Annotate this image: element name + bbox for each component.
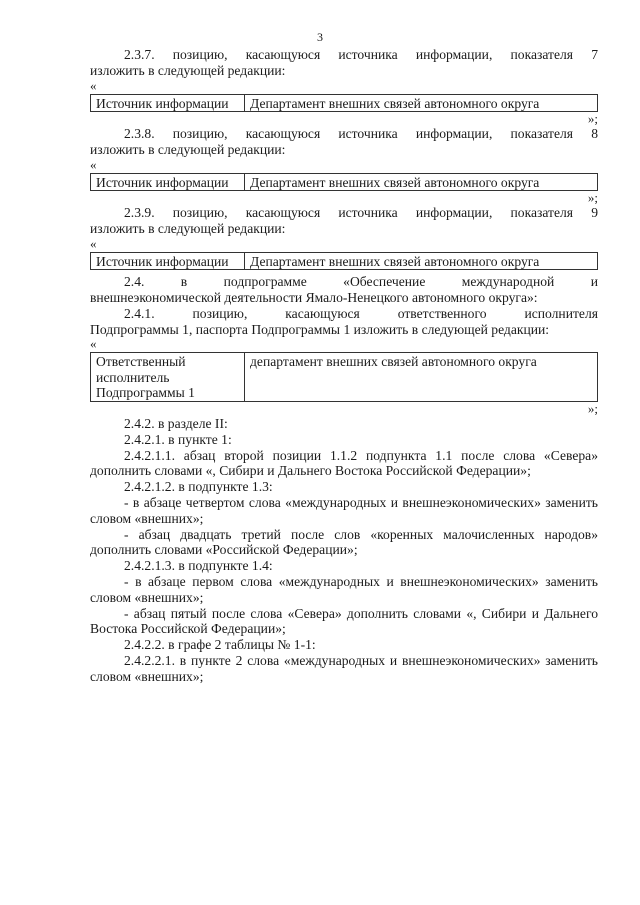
list-item: - в абзаце первом слова «международных и внешнеэкономических» заменить словом «внешних»; xyxy=(90,573,598,605)
close-quote: »; xyxy=(587,400,598,416)
close-quote: »; xyxy=(587,111,598,127)
paragraph-2-4-1: 2.4.1. позицию, касающуюся ответственного исполнителя xyxy=(124,305,598,321)
page-number: 3 xyxy=(317,30,323,44)
table-cell-label: Источник информации xyxy=(91,173,245,191)
list-item: - в абзаце четвертом слова «международных и внешнеэкономических» заменить словом «внешних»; xyxy=(90,494,598,526)
list-item: 2.4.2.1.3. в подпункте 1.4: xyxy=(124,558,273,574)
table-row xyxy=(91,173,598,191)
document-body xyxy=(90,47,598,685)
paragraph-2-3-9: 2.3.9. позицию, касающуюся источника информации, показателя 9 xyxy=(124,205,598,221)
list-item: 2.4.2.2.1. в пункте 2 слова «международных и внешнеэкономических» заменить словом «внешних»; xyxy=(90,652,598,684)
list-item: - абзац двадцать третий после слов «коренных малочисленных народов» дополнить словами «Российской Федерации»; xyxy=(90,526,598,558)
table-cell-label: Источник информации xyxy=(91,94,245,112)
paragraph-2-4-cont: внешнеэкономической деятельности Ямало-Ненецкого автономного округа»: xyxy=(90,290,538,306)
table-cell-label: Ответственный исполнитель Подпрограммы 1 xyxy=(91,353,245,402)
executor-table xyxy=(90,352,598,402)
table-cell-value: департамент внешних связей автономного округа xyxy=(245,353,598,402)
list-item: 2.4.2. в разделе II: xyxy=(124,415,228,431)
source-table-7 xyxy=(90,94,598,113)
list-item: 2.4.2.1.2. в подпункте 1.3: xyxy=(124,479,273,495)
list-item: 2.4.2.2. в графе 2 таблицы № 1-1: xyxy=(124,637,316,653)
paragraph-2-3-7-cont: изложить в следующей редакции: xyxy=(90,62,286,78)
source-table-8 xyxy=(90,173,598,192)
open-quote: « xyxy=(90,336,97,352)
amendment-list xyxy=(90,416,598,685)
open-quote: « xyxy=(90,156,97,172)
table-row xyxy=(91,353,598,402)
paragraph-2-4: 2.4. в подпрограмме «Обеспечение международной и xyxy=(124,274,598,290)
table-cell-value: Департамент внешних связей автономного округа xyxy=(245,94,598,112)
table-row xyxy=(91,94,598,112)
table-row xyxy=(91,252,598,270)
list-item: 2.4.2.1.1. абзац второй позиции 1.1.2 подпункта 1.1 после слова «Севера» дополнить словами «, Сибири и Дальнего Востока Российской Федерации»; xyxy=(90,447,598,479)
paragraph-2-3-8-cont: изложить в следующей редакции: xyxy=(90,141,286,157)
paragraph-2-4-1-cont: Подпрограммы 1, паспорта Подпрограммы 1 изложить в следующей редакции: xyxy=(90,321,550,337)
open-quote: « xyxy=(90,77,97,93)
table-cell-label: Источник информации xyxy=(91,252,245,270)
source-table-9 xyxy=(90,252,598,271)
open-quote: « xyxy=(90,235,97,251)
list-item: 2.4.2.1. в пункте 1: xyxy=(124,431,232,447)
paragraph-2-3-8: 2.3.8. позицию, касающуюся источника информации, показателя 8 xyxy=(124,126,598,142)
close-quote: »; xyxy=(587,190,598,206)
paragraph-2-3-9-cont: изложить в следующей редакции: xyxy=(90,220,286,236)
table-cell-value: Департамент внешних связей автономного округа xyxy=(245,252,598,270)
table-cell-value: Департамент внешних связей автономного округа xyxy=(245,173,598,191)
paragraph-2-3-7: 2.3.7. позицию, касающуюся источника информации, показателя 7 xyxy=(124,47,598,62)
list-item: - абзац пятый после слова «Севера» дополнить словами «, Сибири и Дальнего Востока Российской Федерации»; xyxy=(90,605,598,637)
